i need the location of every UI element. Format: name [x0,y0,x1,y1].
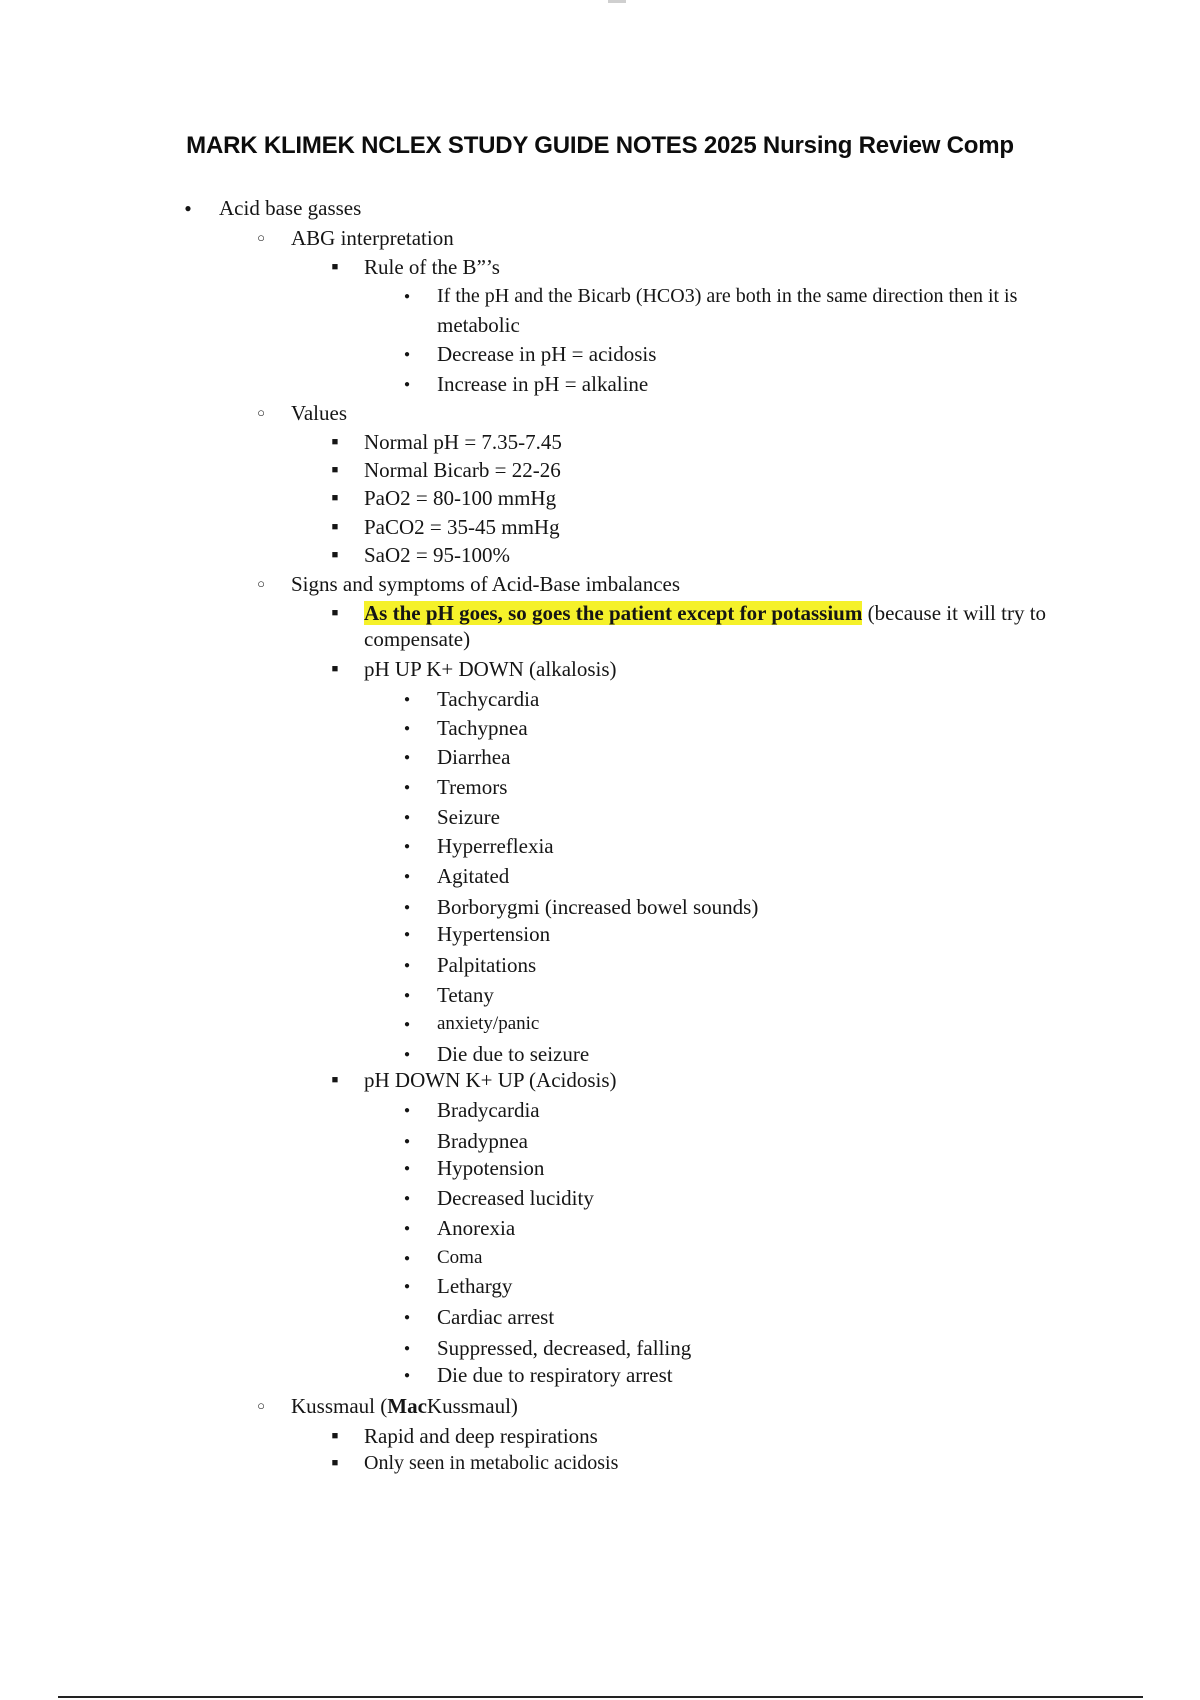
list-item: Anorexia [437,1216,516,1240]
list-item: Normal Bicarb = 22-26 [364,458,561,482]
footer-divider [58,1696,1143,1698]
list-item: Only seen in metabolic acidosis [364,1452,619,1474]
kussmaul-post: Kussmaul) [426,1394,518,1418]
list-item: Borborygmi (increased bowel sounds) [437,895,759,919]
bullet-icon [400,1156,414,1181]
list-item: Seizure [437,805,500,829]
list-item-rule-decrease: Decrease in pH = acidosis [437,342,657,366]
square-bullet-icon [328,486,342,510]
list-item: Hyperreflexia [437,834,554,858]
hollow-bullet-icon [254,1394,268,1419]
bullet-icon [400,1042,414,1067]
bullet-icon [400,716,414,741]
list-item: Die due to respiratory arrest [437,1363,673,1387]
bullet-icon [400,834,414,859]
list-item-signs-rule [364,601,1046,625]
list-item-abg-interpretation: ABG interpretation [291,226,454,250]
bullet-icon [400,1129,414,1154]
bullet-icon [400,953,414,978]
list-item: Tachycardia [437,687,540,711]
square-bullet-icon [328,430,342,454]
list-item: Hypotension [437,1156,545,1180]
bullet-icon [400,1336,414,1361]
list-item-acid-base: Acid base gasses [219,196,362,220]
bullet-icon [400,745,414,770]
list-item: Tremors [437,775,508,799]
bullet-icon [400,1098,414,1123]
bullet-icon [400,1246,414,1271]
list-item: Normal pH = 7.35-7.45 [364,430,562,454]
list-item: Lethargy [437,1274,513,1298]
bullet-icon [400,687,414,712]
list-item: Coma [437,1247,483,1268]
square-bullet-icon [328,1424,342,1448]
list-item: PaO2 = 80-100 mmHg [364,486,557,510]
square-bullet-icon [328,1068,342,1092]
bullet-icon [400,922,414,947]
bullet-icon [400,983,414,1008]
list-item: Die due to seizure [437,1042,590,1066]
bullet-icon [400,1274,414,1299]
highlighted-text: As the pH goes, so goes the patient except for potassium [364,601,863,625]
list-item: Suppressed, decreased, falling [437,1336,692,1360]
hollow-bullet-icon [254,572,268,597]
bullet-icon [400,1012,414,1037]
bullet-icon [400,895,414,920]
list-item: Tetany [437,983,494,1007]
bullet-icon [400,284,414,309]
square-bullet-icon [328,1451,342,1475]
list-item: Diarrhea [437,745,511,769]
bullet-icon [400,1216,414,1241]
list-item: Agitated [437,864,510,888]
list-item: Hypertension [437,922,551,946]
bullet-icon [400,864,414,889]
list-item-rule-line2: metabolic [437,313,520,337]
bullet-icon [400,775,414,800]
list-item-rule-increase: Increase in pH = alkaline [437,372,649,396]
page-title: MARK KLIMEK NCLEX STUDY GUIDE NOTES 2025 Nursing Review Comp [186,132,1014,159]
square-bullet-icon [328,458,342,482]
list-item: Decreased lucidity [437,1186,594,1210]
list-item-signs-line2: compensate) [364,627,471,651]
kussmaul-bold: Mac [387,1394,427,1418]
square-bullet-icon [328,657,342,681]
list-item: Bradypnea [437,1129,528,1153]
list-item-acidosis: pH DOWN K+ UP (Acidosis) [364,1068,617,1092]
list-item: Bradycardia [437,1098,540,1122]
bullet-icon [400,1186,414,1211]
hollow-bullet-icon [254,226,268,251]
list-item: Palpitations [437,953,537,977]
square-bullet-icon [328,515,342,539]
signs-rest-text: (because it will try to [862,601,1047,625]
bullet-icon [400,1305,414,1330]
top-mark [608,0,626,3]
list-item-rule-of-bs: Rule of the B”’s [364,255,500,279]
bullet-icon [181,196,195,221]
square-bullet-icon [328,255,342,279]
list-item: Cardiac arrest [437,1305,555,1329]
list-item-values: Values [291,401,347,425]
kussmaul-pre: Kussmaul ( [291,1394,388,1418]
list-item: Rapid and deep respirations [364,1424,598,1448]
bullet-icon [400,342,414,367]
list-item: Tachypnea [437,716,528,740]
list-item-kussmaul [291,1394,518,1418]
list-item: anxiety/panic [437,1013,540,1034]
bullet-icon [400,1363,414,1388]
hollow-bullet-icon [254,401,268,426]
bullet-icon [400,372,414,397]
list-item-rule-line1: If the pH and the Bicarb (HCO3) are both in the same direction then it is [437,285,1018,307]
bullet-icon [400,805,414,830]
square-bullet-icon [328,601,342,625]
square-bullet-icon [328,543,342,567]
list-item-signs: Signs and symptoms of Acid-Base imbalances [291,572,681,596]
list-item: SaO2 = 95-100% [364,543,510,567]
list-item-alkalosis: pH UP K+ DOWN (alkalosis) [364,657,617,681]
list-item: PaCO2 = 35-45 mmHg [364,515,560,539]
